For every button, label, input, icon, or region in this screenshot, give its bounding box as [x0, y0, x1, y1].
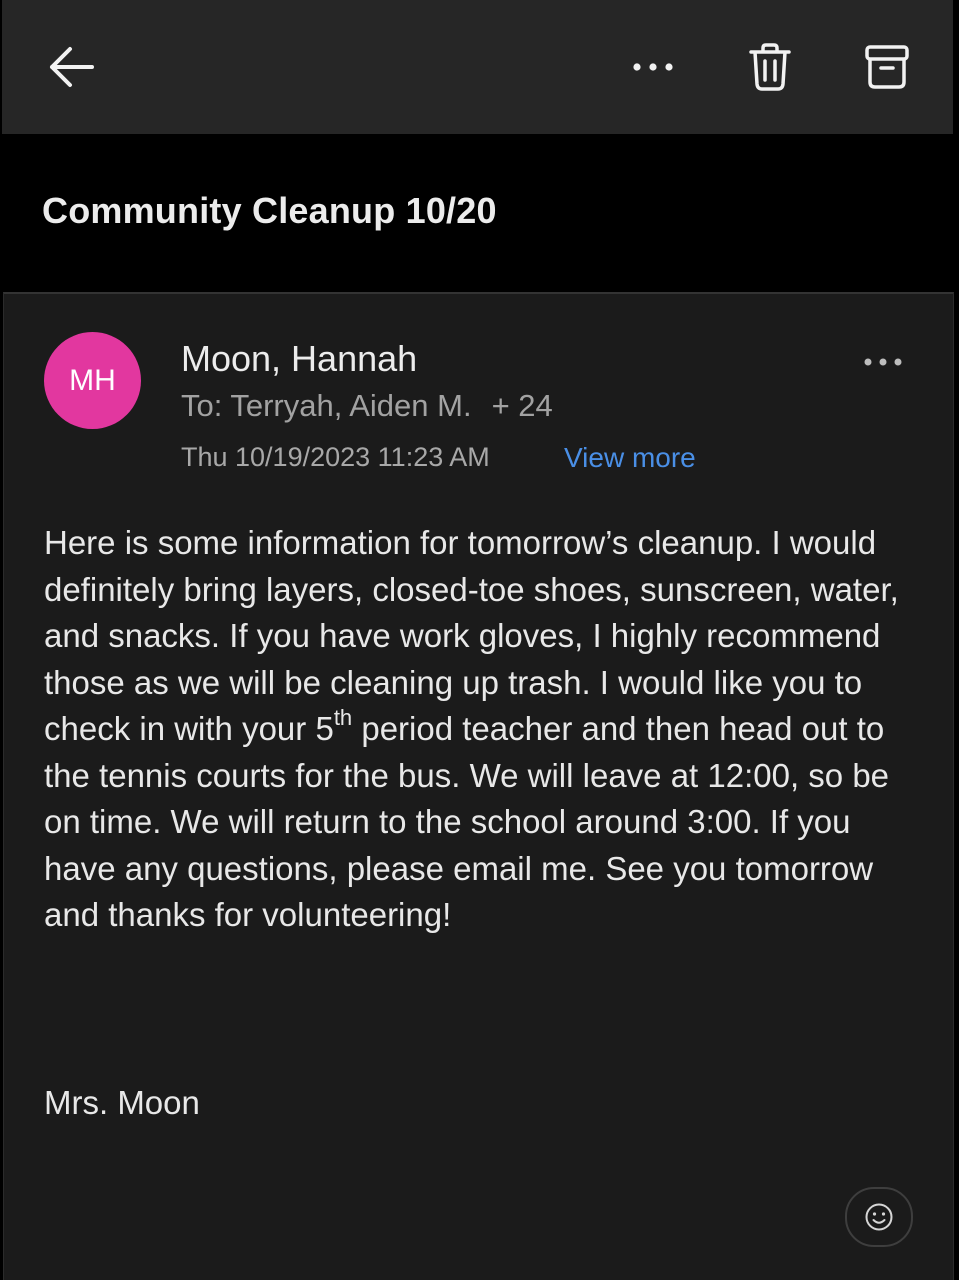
- trash-icon: [748, 43, 792, 91]
- body-text-part1: Here is some information for tomorrow’s cleanup. I would definitely bring layers, closed-toe shoes, sunscreen, water, and snacks. If you have work gloves, I highly recommend those as we will be cleaning up trash. I would like you to check in with your 5: [44, 524, 899, 747]
- delete-button[interactable]: [740, 38, 800, 96]
- more-horizontal-icon: [631, 61, 675, 73]
- archive-button[interactable]: [856, 38, 918, 96]
- body-superscript: th: [333, 705, 353, 730]
- recipients-line[interactable]: [181, 388, 553, 424]
- to-label: To:: [181, 388, 223, 423]
- recipient-names: Terryah, Aiden M.: [230, 388, 472, 423]
- sender-avatar[interactable]: [44, 332, 141, 429]
- avatar-initials: MH: [69, 363, 116, 397]
- message-body: [44, 520, 929, 939]
- back-button[interactable]: [40, 38, 102, 96]
- signature: Mrs. Moon: [44, 1084, 200, 1121]
- smiley-icon: [864, 1202, 894, 1232]
- sent-date: Thu 10/19/2023 11:23 AM: [181, 442, 490, 472]
- email-subject: Community Cleanup 10/20: [42, 190, 497, 231]
- more-options-button[interactable]: [622, 40, 684, 94]
- top-toolbar: [2, 0, 953, 134]
- reaction-button[interactable]: [845, 1187, 913, 1247]
- view-more-link[interactable]: View more: [564, 442, 696, 473]
- recipient-extra-count: + 24: [491, 388, 553, 423]
- arrow-left-icon: [46, 46, 96, 88]
- body-text-part2: period teacher and then head out to the tennis courts for the bus. We will leave at 12:00, so be on time. We will return to the school around 3:00. If you have any questions, please email me. See you tomorrow and thanks for volunteering!: [44, 710, 890, 933]
- more-horizontal-icon: [863, 357, 903, 367]
- archive-box-icon: [864, 44, 910, 90]
- sender-name[interactable]: Moon, Hannah: [181, 338, 418, 379]
- message-more-button[interactable]: [856, 344, 910, 380]
